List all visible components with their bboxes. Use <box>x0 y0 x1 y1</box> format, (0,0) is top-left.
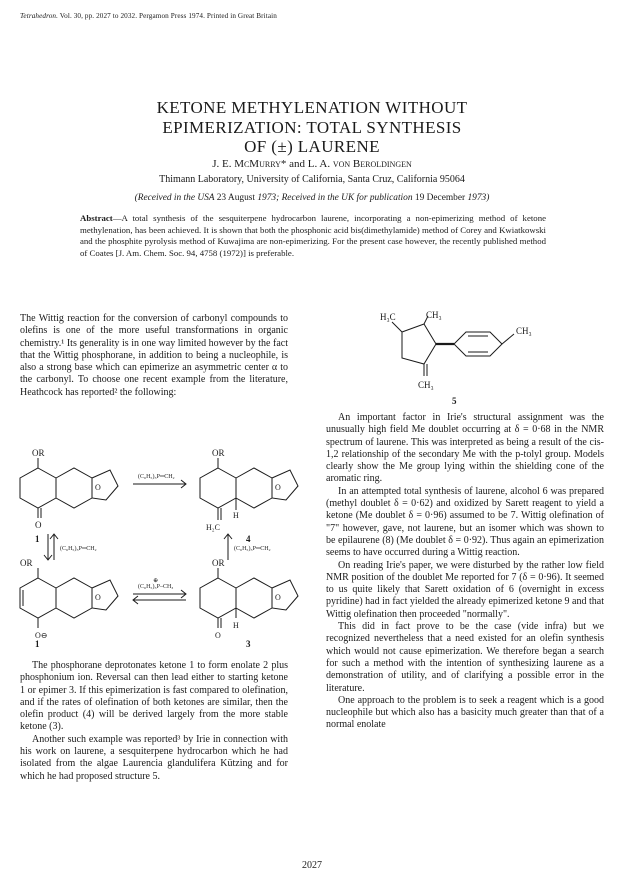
structure-5 <box>380 308 550 408</box>
or-label-2: OR <box>212 448 225 458</box>
o-label-6: O <box>215 631 221 640</box>
author-conjunction: and <box>286 158 308 170</box>
author-1-name: McMurry <box>234 158 281 170</box>
received-mid: 1973; Received in the UK for publication <box>255 193 415 203</box>
ch3-label-c: CH₃ <box>418 380 434 390</box>
affiliation: Thimann Laboratory, University of California, Santa Cruz, California 95064 <box>159 174 465 185</box>
received-uk-date: 19 December <box>414 193 466 203</box>
h-label-1: H <box>233 511 239 520</box>
reagent-left: (C₆H₅)₃P═CH₂ <box>60 546 97 552</box>
received-open: (Received in the USA <box>134 193 217 203</box>
title-line-1: KETONE METHYLENATION WITHOUT <box>156 98 468 117</box>
received-close: 1973) <box>465 193 490 203</box>
reagent-top: (C₆H₅)₃P═CH₂ <box>138 474 175 480</box>
journal-name: Tetrahedron. <box>20 12 59 20</box>
left-paragraph-3: Another such example was reported³ by Irie in connection with his work on laurene, a sesquiterpene hydrocarbon which he had isolated from the algae Laurencia glandulifera Kützing and for which he had proposed structure 5. <box>20 733 288 782</box>
right-paragraph-4: This did in fact prove to be the case (vide infra) but we recognized nevertheless that a need existed for an olefin synthesis which would not cause epimerization. We therefore began a search for such a method with the intention of synthesizing laurene as a demonstration of utility, and of clarifying a possible error in the literature. <box>326 621 604 694</box>
left-column-body <box>20 660 288 783</box>
o-label-2: O <box>35 520 42 530</box>
abstract-label: Abstract <box>80 213 113 223</box>
author-list <box>0 158 624 170</box>
compound-5-label: 5 <box>452 396 457 406</box>
page-number: 2027 <box>302 860 322 871</box>
author-2-name: von Beroldingen <box>332 158 412 170</box>
reagent-right: (C₆H₅)₃P═CH₂ <box>234 546 271 552</box>
right-paragraph-1: An important factor in Irie's structural assignment was the unusually high field Me doublet occurring at δ = 0·68 in the NMR spectrum of laurene. This was interpreted as being a result of the cis-1,2 relationship of the secondary Me with the p-tolyl group. Models clearly show the Me group lying within the shielding cone of the aromatic ring. <box>326 412 604 485</box>
compound-1-bottom: 1 <box>35 639 40 648</box>
citation-details: Vol. 30, pp. 2027 to 2032. Pergamon Press 1974. Printed in Great Britain <box>59 12 277 20</box>
o-label-1: O <box>95 483 101 492</box>
received-usa-date: 23 August <box>216 193 256 203</box>
molecule-3 <box>200 568 298 628</box>
reagent-bottom: (C₆H₅)₃P–CH₃ <box>138 584 174 590</box>
paper-title <box>0 98 624 157</box>
reaction-scheme <box>18 448 308 648</box>
abstract-text: —A total synthesis of the sesquiterpene hydrocarbon laurene, incorporating a non-epimerizing method of ketone methylenation, has been achieved. It is shown that both the phosphonic acid bis(dimethylamide) method of Corey and Kwiatkowski and the phosphite pyrolysis method of Kuwajima are non-epimerizing. For the present case however, the recently published method of Coates [J. Am. Chem. Soc. 94, 4758 (1972)] is preferable. <box>80 213 546 258</box>
or-label-4: OR <box>212 558 225 568</box>
left-column-intro <box>20 313 288 399</box>
left-paragraph-2: The phosphorane deprotonates ketone 1 to form enolate 2 plus phosphonium ion. Reversal can then lead either to starting ketone 1 or epimer 3. If this epimerization is fast compared to olefination, and if the rates of olefination of both ketones are similar, then the olefin product (4) will be derived largely from the more stable ketone (3). <box>20 660 288 733</box>
o-minus-label: O⊖ <box>35 631 48 640</box>
compound-3: 3 <box>246 639 251 648</box>
plus-sign: ⊕ <box>153 578 159 584</box>
molecule-enolate <box>20 568 118 628</box>
left-paragraph-1: The Wittig reaction for the conversion of carbonyl compounds to olefins is one of the more useful transformations in organic chemistry.¹ Its generality is in one way limited however by the fact that the Wittig phosphorane, in addition to being a nucleophile, is also a strong base which can epimerize an asymmetric center α to the carbonyl. To choose one recent example from the literature, Heathcock has reported² the following: <box>20 313 288 398</box>
h-label-2: H <box>233 621 239 630</box>
h2c-label: H₂C <box>206 523 220 532</box>
compound-4: 4 <box>246 534 251 544</box>
author-1-initials: J. E. <box>212 158 235 170</box>
title-line-2: EPIMERIZATION: TOTAL SYNTHESIS <box>162 117 462 137</box>
molecule-4 <box>200 458 298 520</box>
o-label-5: O <box>275 593 281 602</box>
molecule-1-top <box>20 458 118 518</box>
title-line-3: OF (±) LAURENE <box>244 137 380 156</box>
corresponding-star: * <box>280 158 287 170</box>
or-label-3: OR <box>20 558 33 568</box>
compound-1-top: 1 <box>35 534 40 544</box>
h3c-label: H₃C <box>380 312 396 322</box>
ch3-label-a: CH₃ <box>426 310 442 320</box>
right-paragraph-2: In an attempted total synthesis of laurene, alcohol 6 was prepared (methyl doublet δ = 0·62) and oxidized by Sarett reagent to yield a ketone (Me doublet δ = 0·96) assumed to be 7. Wittig olefination of "7" however, gave, not laurene, but an isomer which was shown to be epilaurene (8) (Me doublet δ = 0·92). Thus again an epimerization seems to have occurred during a Wittig reaction. <box>326 485 604 559</box>
right-paragraph-3: On reading Irie's paper, we were disturbed by the rather low field NMR position of the doublet Me reported for 7 (δ = 0·96). It seemed to us quite likely that Sarett oxidation of 6 (overnight in excess pyridine) had in fact yielded the already epimerized ketone 9 and that Wittig olefination then proceeded "normally". <box>326 559 604 620</box>
or-label-1: OR <box>32 448 45 458</box>
author-2-initials: L. A. <box>307 158 333 170</box>
right-column <box>326 412 604 732</box>
journal-citation <box>20 12 277 20</box>
right-paragraph-5: One approach to the problem is to seek a reagent which is a good nucleophile but which also has a basicity much greater than that of a normal enolate <box>326 694 604 731</box>
o-label-3: O <box>275 483 281 492</box>
received-dates <box>0 193 624 203</box>
ch3-label-b: CH₃ <box>516 326 532 336</box>
o-label-4: O <box>95 593 101 602</box>
abstract <box>80 213 546 259</box>
